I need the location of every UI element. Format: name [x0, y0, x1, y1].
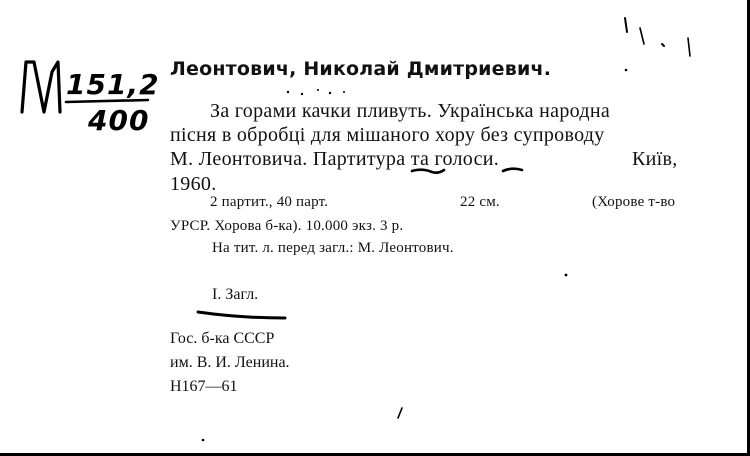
title-line-3: М. Леонтовича. Партитура та голоси.: [170, 148, 500, 170]
library-name-2: им. В. И. Ленина.: [170, 354, 290, 371]
collation-pages: 2 партит., 40 парт.: [210, 194, 329, 210]
collation-series-end: УРСР. Хорова б-ка). 10.000 экз. 3 р.: [170, 218, 404, 234]
title-line-2: пісня в обробці для мішаного хору без супроводу: [170, 124, 605, 146]
collation-series-start: (Хорове т-во: [592, 194, 676, 210]
tracing: I. Загл.: [212, 286, 259, 303]
title-line-1: За горами качки пливуть. Українська народна: [210, 100, 611, 122]
author-heading: Леонтович, Николай Дмитриевич.: [170, 58, 552, 80]
place: Київ,: [632, 148, 678, 170]
library-name: Гос. б-ка СССР: [170, 330, 275, 347]
collation-size: 22 см.: [460, 194, 500, 210]
year: 1960.: [170, 173, 217, 195]
shelfmark-bottom: 400: [88, 104, 150, 137]
shelfmark-top: 151,2: [66, 68, 160, 101]
title-page-note: На тит. л. перед загл.: М. Леонтович.: [212, 240, 454, 256]
card-number: Н167—61: [170, 378, 238, 395]
